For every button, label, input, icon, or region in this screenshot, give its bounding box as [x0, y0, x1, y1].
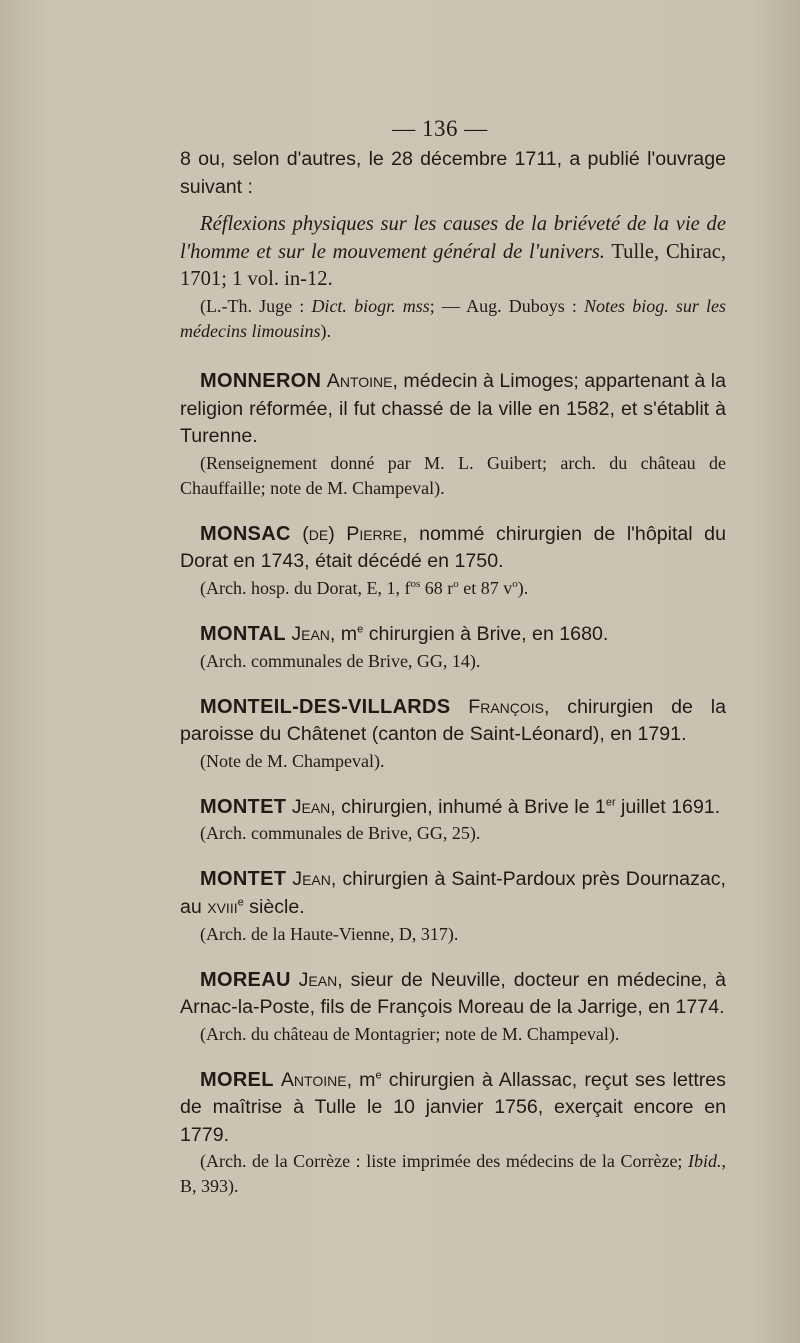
entry-monneron: MONNERON Antoine, médecin à Limoges; appartenant à la religion réformée, il fut chassé de la ville en 1582, et s'établit à Turenne.	[180, 369, 726, 448]
entry-note: (Arch. de la Corrèze : liste imprimée des médecins de la Corrèze; Ibid., B, 393).	[180, 1151, 726, 1197]
entry-name: MONNERON	[200, 369, 322, 392]
entry-name: MONTET	[200, 868, 287, 891]
entry-note: (Arch. hosp. du Dorat, E, 1, $f^{os}$ 68 $r^o$ et 87 $v^o$).	[200, 577, 529, 598]
entry-note: (Arch. de la Haute-Vienne, D, 317).	[200, 923, 459, 944]
entry-name: MONSAC	[200, 522, 291, 545]
entry-montet-2: MONTET Jean, chirurgien à Saint-Pardoux près Dournazac, au xviii$^e$ siècle.	[180, 868, 727, 918]
entry-note: (Arch. du château de Montagrier; note de M. Champeval).	[200, 1023, 620, 1044]
entry-monsac: MONSAC (de) Pierre, nommé chirurgien de l'hôpital du Dorat en 1743, était décédé en 1750.	[180, 522, 726, 573]
entry-note: (Renseignement donné par M. L. Guibert; arch. du château de Chauffaille; note de M. Champeval).	[180, 452, 726, 498]
entry-name: MOREL	[200, 1068, 274, 1091]
work-title: Réflexions physiques sur les causes de la briéveté de la vie de l'homme et sur le mouvement général de l'univers.	[180, 213, 726, 263]
citation-note: (L.-Th. Juge : Dict. biogr. mss; — Aug. Duboys : Notes biog. sur les médecins limousins).	[180, 295, 727, 341]
entry-name: MONTEIL-DES-VILLARDS	[200, 695, 451, 718]
entry-montal: MONTAL Jean, $m^e$ chirurgien à Brive, en 1680.	[200, 622, 609, 645]
entry-name: MOREAU	[200, 968, 291, 991]
entry-monteil-des-villards: MONTEIL-DES-VILLARDS François, chirurgien de la paroisse du Châtenet (canton de Saint-Léonard), en 1791.	[180, 695, 727, 746]
entry-note: (Arch. communales de Brive, GG, 14).	[200, 650, 481, 671]
entry-morel: MOREL Antoine, $m^e$ chirurgien à Allassac, reçut ses lettres de maîtrise à Tulle le 10 janvier 1756, exerçait encore en 1779.	[180, 1068, 726, 1146]
entry-montet-1: MONTET Jean, chirurgien, inhumé à Brive le 1er juillet 1691.	[200, 795, 721, 818]
continuation-text: 8 ou, selon d'autres, le 28 décembre 1711, a publié l'ouvrage suivant :	[180, 148, 726, 198]
entry-name: MONTET	[200, 795, 287, 818]
page-content	[180, 146, 726, 1199]
work-citation: Réflexions physiques sur les causes de la briéveté de la vie de l'homme et sur le mouvement général de l'univers. Tulle, Chirac, 1701; 1 vol. in-12.	[180, 213, 726, 291]
entry-note: (Arch. communales de Brive, GG, 25).	[200, 823, 481, 844]
entry-note: (Note de M. Champeval).	[200, 750, 385, 771]
page-number: — 136 —	[392, 116, 488, 141]
entry-moreau: MOREAU Jean, sieur de Neuville, docteur en médecine, à Arnac-la-Poste, fils de François Moreau de la Jarrige, en 1774.	[180, 968, 726, 1019]
entry-name: MONTAL	[200, 622, 286, 645]
